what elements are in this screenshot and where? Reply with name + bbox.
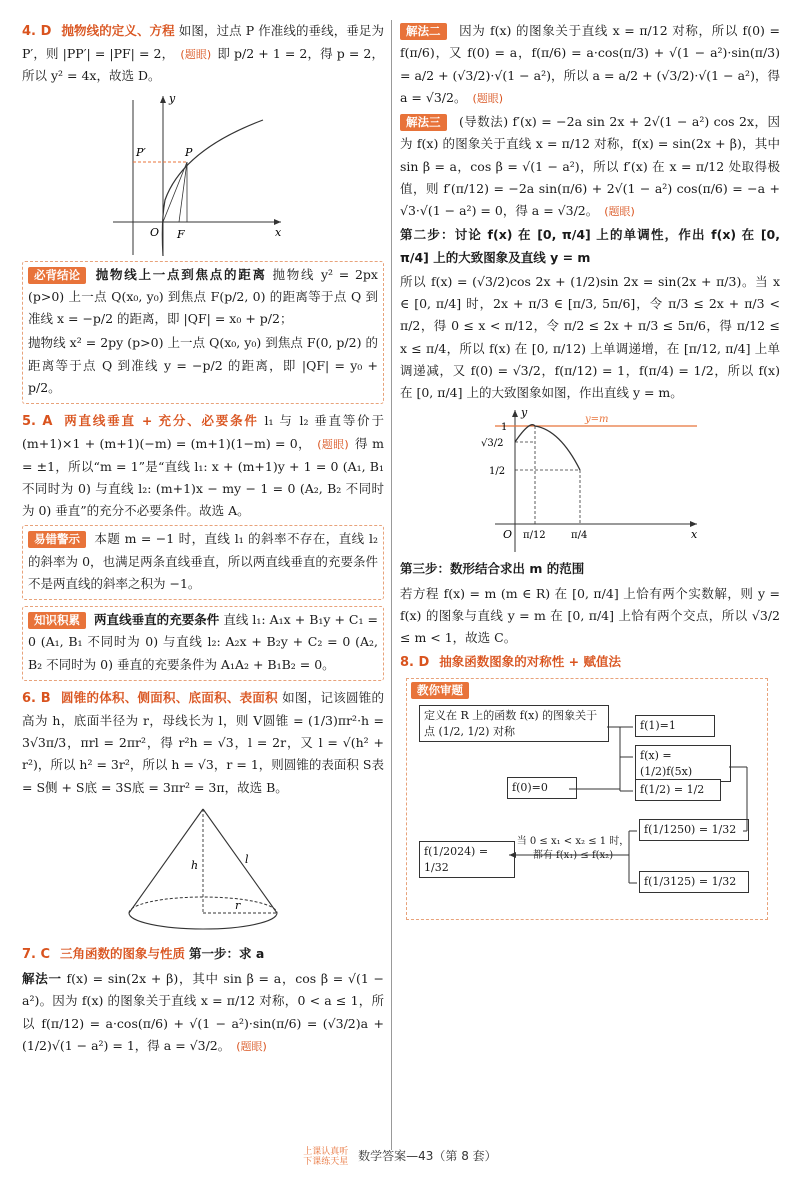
q7-topic: 三角函数的图象与性质: [60, 945, 186, 961]
fig-x-label: x: [275, 225, 282, 239]
flow-f1250: f(1/1250) = 1/32: [639, 819, 749, 840]
flow-cond2: 都有 f(x₁) ≤ f(x₂): [532, 849, 614, 861]
knowledge-box: [22, 606, 384, 681]
q6-topic: 圆锥的体积、侧面积、底面积、表面积: [60, 689, 278, 705]
flow-f3125: f(1/3125) = 1/32: [639, 871, 749, 892]
flow-f2024: f(1/2024) = 1/32: [419, 841, 515, 878]
flow-cond1: 当 0 ≤ x₁ < x₂ ≤ 1 时，: [516, 836, 630, 848]
cone-h-label: h: [191, 858, 199, 872]
q7-step3-text: 若方程 f(x) = m (m ∈ R) 在 [0, π/4] 上恰有两个实数解，则 y = f(x) 的图象与直线 y = m 在 [0, π/4] 上恰有两个交点，所以 √3/2 ≤ m < 1，故选 C。: [400, 585, 780, 645]
q7-m1-label: 解法一: [22, 971, 62, 986]
graph-ym-label: y=m: [585, 414, 609, 426]
right-column: [400, 20, 780, 920]
knowledge-tag: 知识积累: [28, 612, 86, 629]
fig-pp-label: P′: [136, 145, 146, 159]
flow-fhalf: f(1/2) = 1/2: [635, 779, 721, 800]
graph-tick-pi12: π/12: [523, 530, 546, 542]
conclusion-text2: 抛物线 x² = 2py (p>0) 上一点 Q(x₀, y₀) 到焦点 F(0, p/2) 的距离等于点 Q 到准线 y = −p/2 的距离，即 |QF| = y₀ + p/2。: [28, 335, 378, 395]
q7-m2-label: 解法二: [400, 23, 447, 40]
q6-block: [22, 687, 384, 799]
cone-l-label: l: [245, 852, 249, 866]
q8-number: 8. D: [400, 655, 430, 671]
knowledge-text: 直线 l₁: A₁x + B₁y + C₁ = 0 (A₁, B₁ 不同时为 0) 与直线 l₂: A₂x + B₂y + C₂ = 0 (A₂, B₂ 不同时为 0) 垂直的充要条件为 A₁A₂ + B₁B₂ = 0。: [28, 612, 378, 672]
q7-step2-title: 第二步：讨论 f(x) 在 [0, π/4] 上的单调性，作出 f(x) 在 [0, π/4] 上的大致图象及直线 y = m: [400, 227, 780, 265]
q7-step1: 第一步：求 a: [189, 945, 265, 961]
q7-step3-title: 第三步：数形结合求出 m 的范围: [400, 561, 585, 577]
knowledge-title: 两直线垂直的充要条件: [94, 612, 220, 627]
fig-y-label: y: [169, 91, 176, 105]
graph-tick-sqrt3-2: √3/2: [481, 438, 504, 450]
q7-method2: [400, 20, 780, 109]
q4-topic: 抛物线的定义、方程: [61, 23, 175, 38]
q8-tag: 教你审题: [411, 682, 469, 699]
q4-number: 4. D: [22, 24, 52, 39]
graph-tick-half: 1/2: [489, 466, 506, 478]
q8-topic: 抽象函数图象的对称性 + 赋值法: [439, 654, 621, 670]
q8-block: [400, 651, 780, 674]
conclusion-tag: 必背结论: [28, 267, 86, 284]
footer-logo-top: 上课认真听: [303, 1146, 349, 1157]
conclusion-box: [22, 261, 384, 405]
q5-text1: l₁ 与 l₂ 垂直等价于 (m+1)×1 + (m+1)(−m) = (m+1)(1−m) = 0，: [22, 413, 384, 452]
q4-text2: 即 p/2 + 1 = 2，得 p = 2，所以 y² = 4x，故选 D。: [22, 46, 384, 84]
flow-condition: [513, 835, 633, 862]
conclusion-text1: 抛物线 y² = 2px (p>0) 上一点 Q(x₀, y₀) 到焦点 F(p/2, 0) 的距离等于点 Q 到准线 x = −p/2 的距离，即 |QF| = x₀ + p/2；: [28, 266, 378, 327]
parabola-figure: [103, 90, 303, 258]
warning-text: 本题 m = −1 时，直线 l₁ 的斜率不存在，直线 l₂ 的斜率为 0，也满足两条直线垂直，所以两直线垂直的充要条件不是两直线的斜率之积为 −1。: [28, 531, 378, 591]
sine-graph: [475, 406, 705, 556]
q5-topic: 两直线垂直 + 充分、必要条件: [64, 413, 259, 429]
graph-tick-pi4: π/4: [571, 530, 588, 542]
warning-tag: 易错警示: [28, 531, 86, 548]
q7-m3-hint: (题眼): [604, 205, 635, 218]
conclusion-title: 抛物线上一点到焦点的距离: [95, 266, 267, 282]
cone-figure: [103, 801, 303, 941]
flow-f0: f(0)=0: [507, 777, 577, 798]
q4-hint: (题眼): [180, 48, 212, 62]
q7-m3-label: 解法三: [400, 114, 447, 131]
q6-number: 6. B: [22, 690, 51, 706]
q6-text1: 如图，记该圆锥的高为 h，底面半径为 r，母线长为 l，则 V圆锥 = (1/3)πr²·h = 3√3π/3，πrl = 2πr²，得 r²h = √3，l = 2r，又 l = √(h² + r²)，所以 h² = 3r²，所以 h = √3，r = 1，则圆锥的表面积 S表 = S侧 + S底 = 3S底 = 3πr² = 3π，故选 B。: [22, 689, 384, 795]
flow-f1: f(1)=1: [635, 715, 715, 736]
flow-premise: 定义在 R 上的函数 f(x) 的图象关于点 (1/2, 1/2) 对称: [419, 705, 609, 742]
footer-logo: [303, 1147, 348, 1167]
q7-m1-text: f(x) = sin(2x + β)，其中 sin β = a，cos β = √(1 − a²)。因为 f(x) 的图象关于直线 x = π/12 对称，0 < a ≤ 1，所以 f(π/12) = a·cos(π/6) + √(1 − a²)·sin(π/6) = (√3/2)a + (1/2)√(1 − a²) = 1，得 a = √3/2。: [22, 971, 384, 1053]
fig-focus-label: F: [177, 227, 185, 241]
graph-y-label: y: [521, 406, 528, 420]
q7-m1-hint: (题眼): [236, 1039, 267, 1053]
q7-m3-text: (导数法) f′(x) = −2a sin 2x + 2√(1 − a²) cos 2x，因为 f(x) 的图象关于直线 x = π/12 对称，f(x) = sin(2x + β)，其中 sin β = a，cos β = √(1 − a²)，所以 f′(x) 在 x = π/12 处取得极值，则 f′(π/12) = −2a sin(π/6) + 2√(1 − a²) cos(π/6) = −a + √3·√(1 − a²) = 0，得 a = √3/2。: [400, 114, 780, 218]
q7-m2-hint: (题眼): [472, 91, 504, 105]
fig-p-label: P: [185, 145, 193, 159]
q7-number: 7. C: [22, 946, 51, 962]
q7-method1: [22, 968, 384, 1057]
column-divider: [391, 20, 392, 1150]
q7-step2-text: 所以 f(x) = (√3/2)cos 2x + (1/2)sin 2x = sin(2x + π/3)。当 x ∈ [0, π/4] 时，2x + π/3 ∈ [π/3, 5π/6]，令 π/3 ≤ 2x + π/3 < π/2，得 0 ≤ x < π/12，令 π/2 ≤ 2x + π/3 ≤ 5π/6，得 π/12 ≤ x ≤ π/4，所以 f(x) 在 [0, π/12) 上单调递增，在 [π/12, π/4] 上单调递减，又 f(0) = √3/2，f(π/12) = 1，f(π/4) = 1/2，所以 f(x) 在 [0, π/4] 上的大致图象如图，作出直线 y = m。: [400, 273, 780, 400]
left-column: [22, 20, 384, 1059]
page-footer: [0, 1146, 800, 1167]
q5-number: 5. A: [22, 414, 53, 430]
q7-block: [22, 943, 384, 966]
q4-text1: 如图，过点 P 作准线的垂线，垂足为 P′，则 |PP′| = |PF| = 2，: [22, 23, 384, 62]
q7-m2-text: 因为 f(x) 的图象关于直线 x = π/12 对称，所以 f(0) = f(π/6)，又 f(0) = a，f(π/6) = a·cos(π/3) + √(1 − a²)·sin(π/3) = a/2 + (√3/2)·√(1 − a²)，所以 a = a/2 + (√3/2)·√(1 − a²)，得 a = √3/2。: [400, 23, 780, 105]
q5-hint: (题眼): [317, 438, 349, 452]
footer-text: 数学答案—43（第 8 套）: [358, 1149, 497, 1163]
warning-box: [22, 525, 384, 600]
graph-origin-label: O: [503, 528, 513, 542]
q5-block: [22, 410, 384, 522]
fig-origin-label: O: [150, 225, 160, 239]
q4-block: [22, 20, 384, 88]
graph-x-label: x: [691, 528, 698, 542]
cone-r-label: r: [235, 898, 241, 912]
footer-logo-bottom: 下课练天星: [303, 1156, 349, 1167]
graph-tick-1: 1: [501, 422, 508, 434]
flow-fx: f(x) = (1/2)f(5x): [635, 745, 731, 782]
q7-method3: [400, 111, 780, 222]
q5-text2: 得 m = ±1，所以“m = 1”是“直线 l₁: x + (m+1)y + 1 = 0 (A₁, B₁ 不同时为 0) 与直线 l₂: (m+1)x − my − 1 = 0 (A₂, B₂ 不同时为 0) 垂直”的充分不必要条件。故选 A。: [22, 436, 384, 518]
q8-flowchart: [406, 678, 768, 920]
